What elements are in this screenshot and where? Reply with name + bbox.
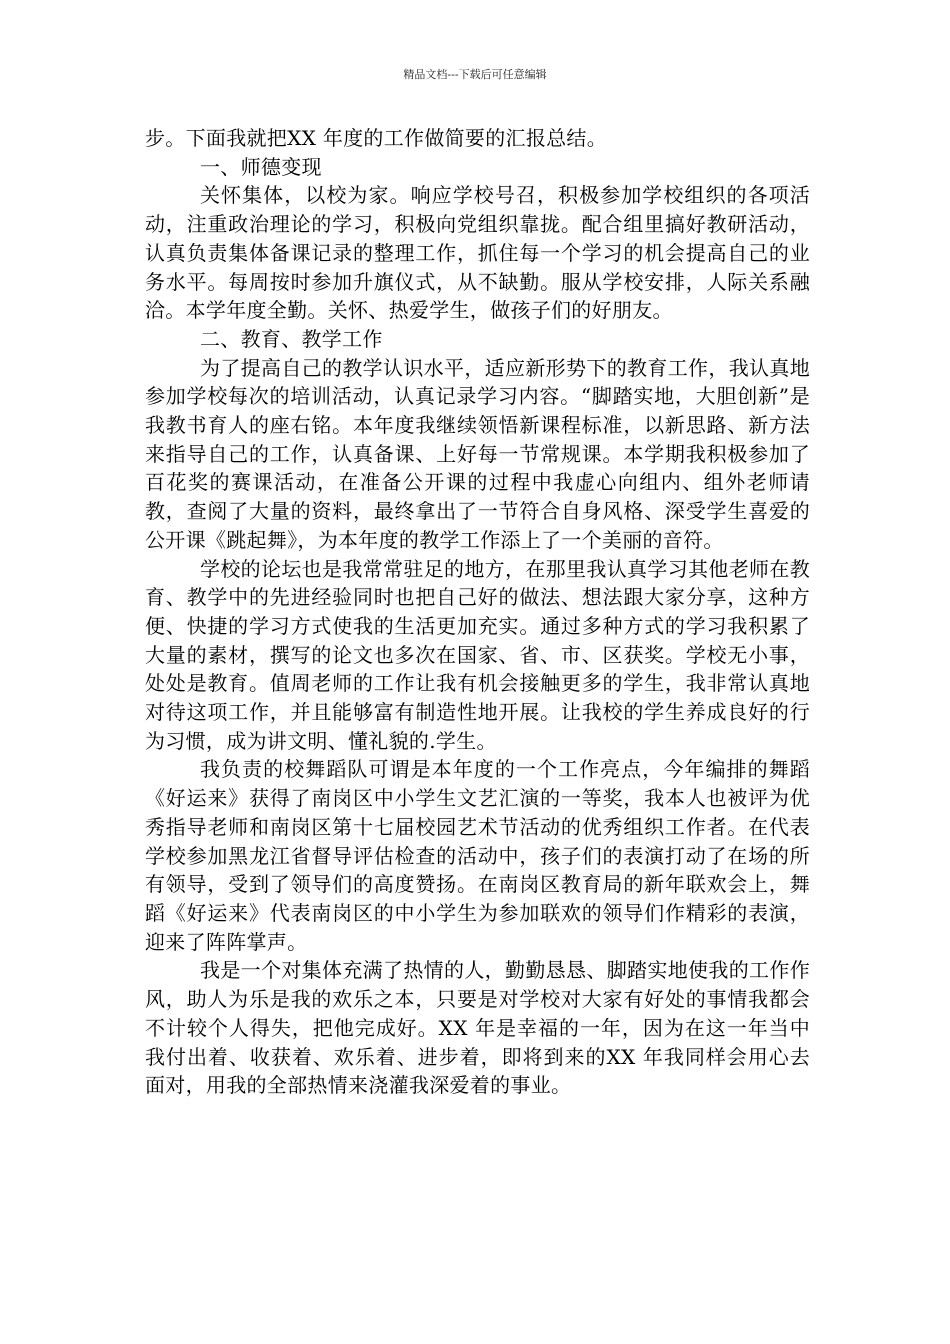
section-heading-teaching: 二、教育、教学工作 bbox=[200, 326, 383, 351]
paragraph-conclusion: 我是一个对集体充满了热情的人，勤勤恳恳、脚踏实地使我的工作作风，助人为乐是我的欢乐之本，只要是对学校对大家有好处的事情我都会不计较个人得失，把他完成好。XX 年是幸福的一年，因为在这一年当中我付出着、收获着、欢乐着、进步着，即将到来的XX 年我同样会用心去面对，用我的全部热情来浇灌我深爱着的事业。 bbox=[145, 958, 810, 1098]
paragraph-ethics: 关怀集体，以校为家。响应学校号召，积极参加学校组织的各项活动，注重政治理论的学习，积极向党组织靠拢。配合组里搞好教研活动，认真负责集体备课记录的整理工作，抓住每一个学习的机会提高自己的业务水平。每周按时参加升旗仪式，从不缺勤。服从学校安排，人际关系融洽。本学年度全勤。关怀、热爱学生，做孩子们的好朋友。 bbox=[145, 183, 810, 323]
paragraph-continuation: 步。下面我就把XX 年度的工作做简要的汇报总结。 bbox=[145, 126, 608, 150]
paragraph-dance-team: 我负责的校舞蹈队可谓是本年度的一个工作亮点，今年编排的舞蹈《好运来》获得了南岗区中小学生文艺汇演的一等奖，我本人也被评为优秀指导老师和南岗区第十七届校园艺术节活动的优秀组织工作者。在代表学校参加黑龙江省督导评估检查的活动中，孩子们的表演打动了在场的所有领导，受到了领导们的高度赞扬。在南岗区教育局的新年联欢会上，舞蹈《好运来》代表南岗区的中小学生为参加联欢的领导们作精彩的表演，迎来了阵阵掌声。 bbox=[145, 757, 810, 954]
section-heading-ethics: 一、师德变现 bbox=[200, 154, 322, 179]
page-header: 精品文档---下载后可任意编辑 bbox=[403, 68, 547, 81]
paragraph-teaching: 为了提高自己的教学认识水平，适应新形势下的教育工作，我认真地参加学校每次的培训活动，认真记录学习内容。“脚踏实地，大胆创新”是我教书育人的座右铭。本年度我继续领悟新课程标准，以新思路、新方法来指导自己的工作，认真备课、上好每一节常规课。本学期我积极参加了百花奖的赛课活动，在准备公开课的过程中我虚心向组内、组外老师请教，查阅了大量的资料，最终拿出了一节符合自身风格、深受学生喜爱的公开课《跳起舞》，为本年度的教学工作添上了一个美丽的音符。 bbox=[145, 355, 810, 552]
document-body bbox=[145, 124, 810, 1100]
paragraph-forum: 学校的论坛也是我常常驻足的地方，在那里我认真学习其他老师在教育、教学中的先进经验同时也把自己好的做法、想法跟大家分享，这种方便、快捷的学习方式使我的生活更加充实。通过多种方式的学习我积累了大量的素材，撰写的论文也多次在国家、省、市、区获奖。学校无小事，处处是教育。值周老师的工作让我有机会接触更多的学生，我非常认真地对待这项工作，并且能够富有制造性地开展。让我校的学生养成良好的行为习惯，成为讲文明、懂礼貌的.学生。 bbox=[145, 556, 810, 753]
